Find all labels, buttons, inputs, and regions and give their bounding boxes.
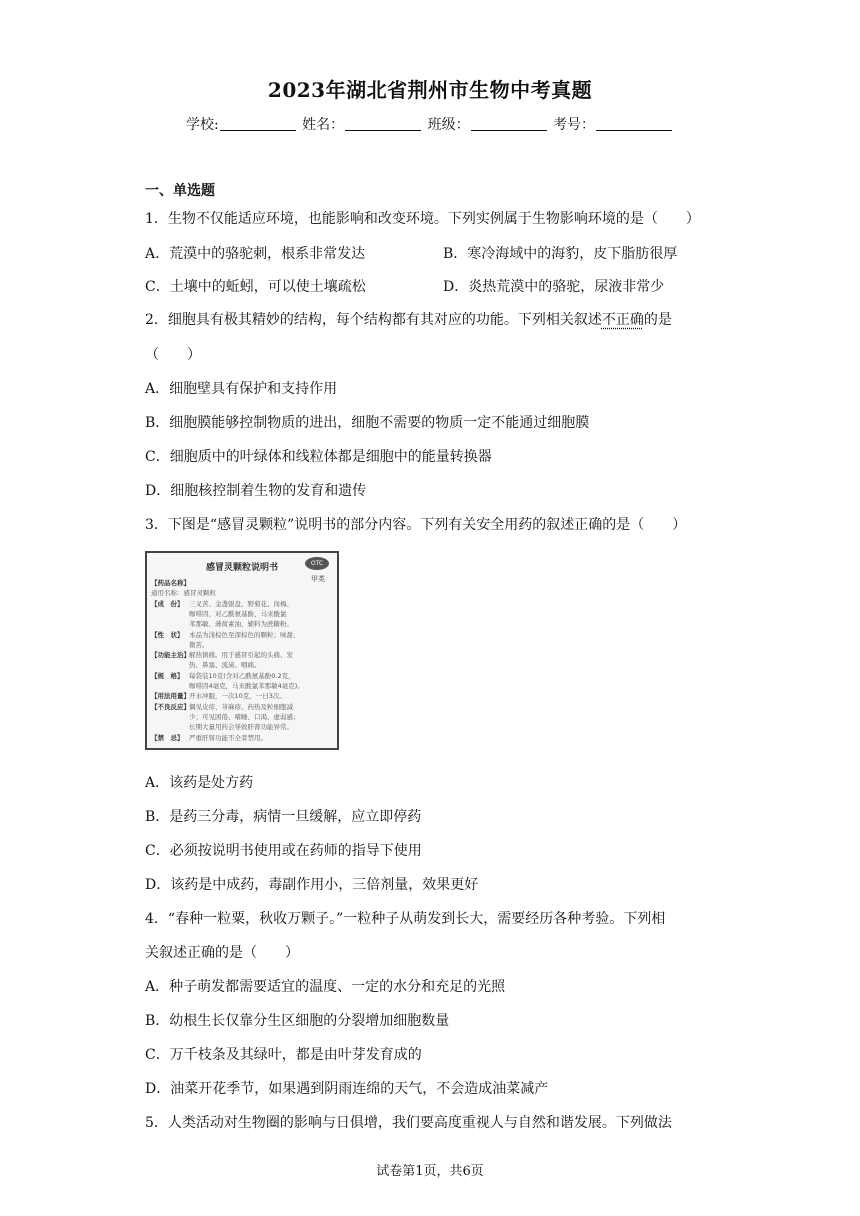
leaflet-row-value: 微苦。 [189, 640, 209, 649]
q2-stem-emphasis: 不正确 [601, 312, 644, 328]
q4-option-a: A．种子萌发都需要适宜的温度、一定的水分和充足的光照 [145, 979, 506, 995]
q3-option-d: D．该药是中成药，毒副作用小，三倍剂量，效果更好 [145, 877, 479, 893]
school-blank[interactable] [220, 116, 296, 131]
leaflet-row-value: 开水冲服，一次10克，一日3次。 [189, 692, 286, 701]
q4-option-d: D．油菜开花季节，如果遇到阴雨连绵的天气，不会造成油菜减产 [145, 1081, 549, 1097]
leaflet-row-value: 本品为浅棕色至深棕色的颗粒；味甜、 [189, 630, 300, 639]
leaflet-row-key: 【禁 忌】 [151, 733, 184, 742]
q2-option-c: C．细胞质中的叶绿体和线粒体都是细胞中的能量转换器 [145, 449, 492, 465]
exam-no-blank[interactable] [596, 116, 672, 131]
exam-no-label: 考号： [553, 117, 596, 133]
q3-option-c: C．必须按说明书使用或在药师的指导下使用 [145, 843, 422, 859]
leaflet-row-value: 热、鼻塞、流涕、咽痛。 [189, 661, 261, 670]
leaflet-row [151, 579, 189, 587]
leaflet-row-key: 【不良反应】 [151, 702, 190, 711]
name-label: 姓名： [302, 117, 345, 133]
page-footer: 试卷第1页，共6页 [376, 1164, 484, 1179]
q3-option-a: A．该药是处方药 [145, 775, 254, 791]
student-info-line [0, 114, 860, 134]
class-label: 班级： [427, 117, 470, 133]
q1-option-b: B．寒冷海域中的海豹，皮下脂肪很厚 [443, 246, 678, 262]
q2-option-a: A．细胞壁具有保护和支持作用 [145, 381, 338, 397]
leaflet-row-key: 【药品名称】 [151, 579, 190, 587]
q2-option-b: B．细胞膜能够控制物质的进出，细胞不需要的物质一定不能通过细胞膜 [145, 415, 590, 431]
leaflet-row [151, 651, 293, 659]
leaflet-row-value: 少；可见困倦、嗜睡、口渴、虚弱感； [189, 712, 300, 721]
name-blank[interactable] [345, 116, 421, 131]
leaflet-row-value: 偶见皮疹、荨麻疹、药热及粒细胞减 [189, 702, 293, 711]
q1-option-c: C．土壤中的蚯蚓，可以使土壤疏松 [145, 279, 366, 295]
q1-option-d: D．炎热荒漠中的骆驼，尿液非常少 [443, 279, 665, 295]
leaflet-row [151, 661, 261, 669]
leaflet-row [151, 692, 286, 700]
class-blank[interactable] [471, 116, 547, 131]
exam-title: 2023年湖北省荆州市生物中考真题 [267, 78, 593, 102]
leaflet-row-value: 咖啡因、对乙酰氨基酚、马来酸氯 [189, 609, 287, 618]
q4-option-c: C．万千枝条及其绿叶，都是由叶芽发育成的 [145, 1047, 422, 1063]
q2-stem-post: 的是 [643, 312, 672, 328]
leaflet-row [151, 641, 209, 649]
leaflet-row-key: 【性 状】 [151, 630, 184, 639]
leaflet-row [151, 723, 293, 731]
leaflet-row-key: 【用法用量】 [151, 692, 190, 701]
q3-option-b: B．是药三分毒，病情一旦缓解，应立即停药 [145, 809, 422, 825]
leaflet-row [151, 703, 293, 711]
leaflet-row [151, 672, 295, 680]
q1-stem: 1．生物不仅能适应环境，也能影响和改变环境。下列实例属于生物影响环境的是（ ） [145, 211, 700, 227]
q4-option-b: B．幼根生长仅靠分生区细胞的分裂增加细胞数量 [145, 1013, 450, 1029]
leaflet-row-value: 通用名称：感冒灵颗粒 [151, 589, 216, 598]
q2-stem [145, 309, 672, 329]
otc-badge: OTC [305, 557, 329, 570]
medicine-leaflet-image [145, 551, 339, 750]
leaflet-row [151, 682, 304, 690]
q3-stem: 3．下图是“感冒灵颗粒”说明书的部分内容。下列有关安全用药的叙述正确的是（ ） [145, 517, 687, 533]
leaflet-row-value: 咖啡因4毫克，马来酸氯苯那敏4毫克)。 [189, 682, 304, 690]
leaflet-category: 甲类 [311, 575, 325, 583]
leaflet-row [151, 600, 293, 608]
leaflet-row [151, 713, 300, 721]
leaflet-row-value: 每袋装10克(含对乙酰氨基酚0.2克， [189, 671, 295, 680]
leaflet-row-key: 【规 格】 [151, 671, 184, 680]
q4-stem-line2: 关叙述正确的是（ ） [145, 945, 299, 961]
leaflet-row-value: 三叉苦、金盏银盘、野菊花、岗梅、 [189, 599, 293, 608]
leaflet-row-value: 严重肝肾功能不全者禁用。 [189, 733, 267, 742]
leaflet-row-key: 【功能主治】 [151, 651, 190, 660]
leaflet-row [151, 589, 216, 597]
q2-option-d: D．细胞核控制着生物的发育和遗传 [145, 483, 367, 499]
q4-stem-line1: 4．“春种一粒粟，秋收万颗子。”一粒种子从萌发到长大，需要经历各种考验。下列相 [145, 911, 666, 927]
school-label: 学校: [185, 117, 219, 133]
leaflet-row [151, 734, 267, 742]
q5-stem-line1: 5．人类活动对生物圈的影响与日俱增，我们要高度重视人与自然和谐发展。下列做法 [145, 1115, 672, 1131]
leaflet-row [151, 620, 293, 628]
q2-answer-paren: （ ） [145, 347, 201, 363]
leaflet-row-value: 长期大量用药会导致肝肾功能异常。 [189, 723, 293, 732]
leaflet-row [151, 610, 287, 618]
q1-option-a: A．荒漠中的骆驼刺，根系非常发达 [145, 246, 366, 262]
leaflet-title: 感冒灵颗粒说明书 [205, 563, 278, 573]
section-title: 一、单选题 [145, 183, 215, 199]
leaflet-row-value: 苯那敏、薄荷素油，辅料为蔗糖粉。 [189, 620, 293, 629]
q2-stem-pre: 2．细胞具有极其精妙的结构，每个结构都有其对应的功能。下列相关叙述 [145, 312, 602, 328]
leaflet-row-value: 解热镇痛。用于感冒引起的头痛、发 [189, 651, 293, 660]
leaflet-row-key: 【成 份】 [151, 599, 184, 608]
leaflet-row [151, 631, 300, 639]
